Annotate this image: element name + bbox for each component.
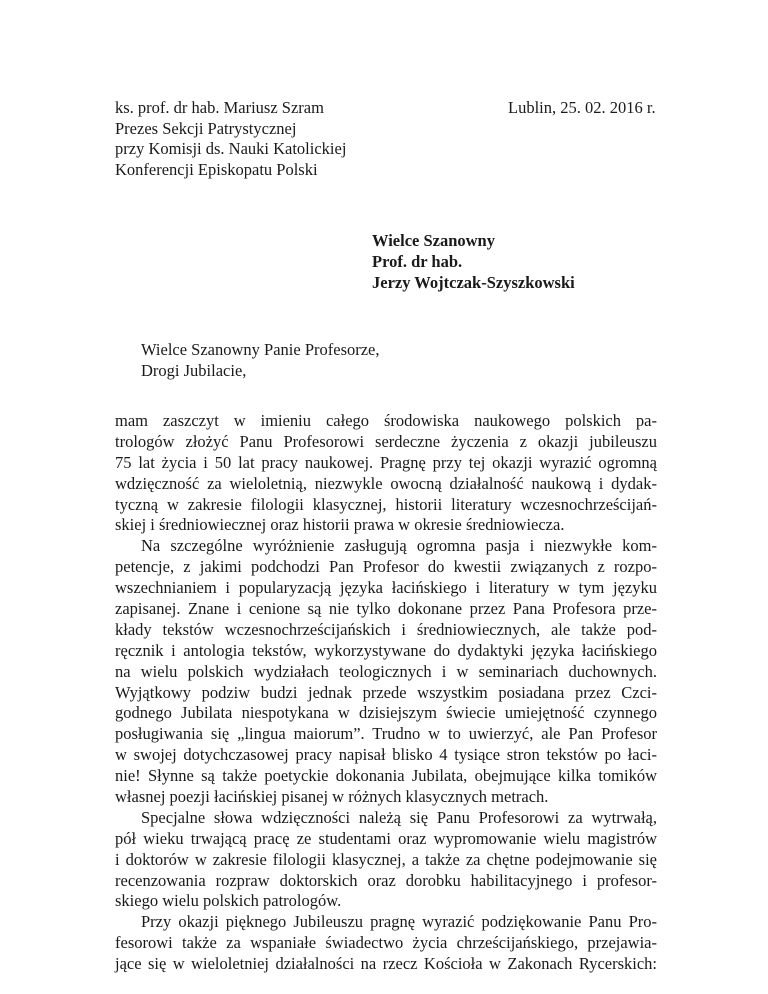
- recipient-block: [372, 230, 575, 293]
- body-line: własnej poezji łacińskiej pisanej w różnych klasycznych metrach.: [115, 787, 549, 807]
- recipient-honorific: Wielce Szanowny: [372, 231, 495, 250]
- letter-body: [115, 411, 657, 975]
- sender-title: Prezes Sekcji Patrystycznej: [115, 118, 297, 138]
- salutation-line: Wielce Szanowny Panie Profesorze,: [141, 340, 380, 359]
- sender-conference: Konferencji Episkopatu Polski: [115, 159, 318, 179]
- body-line: godnego Jubilata niespotykana w dzisiejszym świecie umiejętność czynnego: [115, 703, 657, 723]
- body-line: nie! Słynne są także poetyckie dokonania Jubilata, obejmujące kilka tomików: [115, 766, 657, 786]
- body-line: petencje, z jakimi podchodzi Pan Profesor do kwestii związanych z rozpo-: [115, 557, 657, 577]
- sender-block: [115, 98, 346, 180]
- body-line: Wyjątkowy podziw budzi jednak przede wszystkim posiadana przez Czci-: [115, 682, 657, 702]
- body-line: 75 lat życia i 50 lat pracy naukowej. Pragnę przy tej okazji wyrazić ogromną: [115, 452, 657, 472]
- recipient-name: Jerzy Wojtczak-Szyszkowski: [372, 273, 575, 292]
- body-line: posługiwania się „lingua maiorum”. Trudno w to uwierzyć, ale Pan Profesor: [115, 724, 657, 744]
- body-line: fesorowi także za wspaniałe świadectwo życia chrześcijańskiego, przejawia-: [115, 933, 657, 953]
- salutation-line: Drogi Jubilacie,: [141, 361, 247, 380]
- body-line: ręcznik i antologia tekstów, wykorzystywane do dydaktyki języka łacińskiego: [115, 640, 657, 660]
- recipient-degree: Prof. dr hab.: [372, 252, 463, 271]
- body-line: i doktorów w zakresie filologii klasycznej, a także za chętne podejmowanie się: [115, 849, 657, 869]
- body-line: skiego wielu polskich patrologów.: [115, 891, 342, 911]
- body-line: Specjalne słowa wdzięczności należą się Panu Profesorowi za wytrwałą,: [141, 807, 657, 827]
- body-line: recenzowania rozpraw doktorskich oraz dorobku habilitacyjnego i profesor-: [115, 870, 657, 890]
- body-line: Przy okazji pięknego Jubileuszu pragnę wyrazić podziękowanie Panu Pro-: [141, 912, 657, 932]
- body-line: wszechnianiem i popularyzacją języka łacińskiego i literatury w tym języku: [115, 578, 657, 598]
- body-line: Na szczególne wyróżnienie zasługują ogromna pasja i niezwykłe kom-: [141, 536, 657, 556]
- body-line: skiej i średniowiecznej oraz historii prawa w okresie średniowiecza.: [115, 515, 565, 535]
- sender-commission: przy Komisji ds. Nauki Katolickiej: [115, 139, 347, 158]
- body-line: na wielu polskich wydziałach teologicznych i w seminariach duchownych.: [115, 661, 657, 681]
- body-line: pół wieku trwającą pracę ze studentami oraz wypromowanie wielu magistrów: [115, 828, 657, 848]
- body-line: jące się w wieloletniej działalności na rzecz Kościoła w Zakonach Rycerskich:: [115, 954, 657, 974]
- body-line: tyczną w zakresie filologii klasycznej, historii literatury wczesnochrześcijań-: [115, 494, 657, 514]
- body-line: zapisanej. Znane i cenione są nie tylko dokonane przez Pana Profesora prze-: [115, 599, 657, 619]
- sender-name: ks. prof. dr hab. Mariusz Szram: [115, 98, 324, 117]
- letter-date: Lublin, 25. 02. 2016 r.: [508, 98, 656, 117]
- salutation-block: [141, 339, 380, 381]
- body-line: wdzięczność za wieloletnią, niezwykle owocną działalność naukową i dydak-: [115, 473, 657, 493]
- body-line: trologów złożyć Panu Profesorowi serdeczne życzenia z okazji jubileuszu: [115, 431, 657, 451]
- body-line: kłady tekstów wczesnochrześcijańskich i średniowiecznych, ale także pod-: [115, 619, 657, 639]
- body-line: mam zaszczyt w imieniu całego środowiska naukowego polskich pa-: [115, 411, 657, 430]
- body-line: w swojej dotychczasowej pracy napisał blisko 4 tysiące stron tekstów po łaci-: [115, 745, 657, 765]
